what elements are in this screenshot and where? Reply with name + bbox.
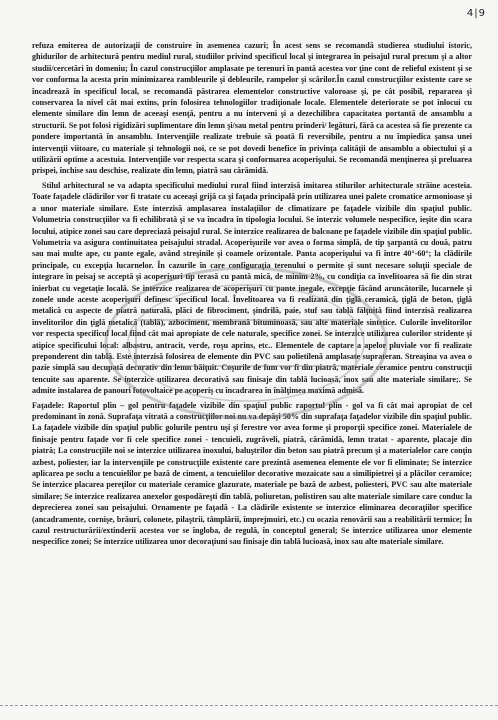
- page-number: 4|9: [466, 8, 486, 19]
- document-body: [32, 40, 472, 548]
- paragraph-architecture: Stilul arhitectural se va adapta specificului mediului rural fiind interzisă imitarea stilurilor arhitecturale străine acesteia. Toate faţadele clădirilor vor fi tratate cu aceeaşi grijă ca şi faţada principală prin utilizarea unei palete cromatice armonioase şi a unor materiale similare. Este interzisă amplasarea instalaţiilor de climatizare pe faţadele vizibile din spaţiul public. Volumetria construcţiilor va fi echilibrată şi se va încadra în tipologia locului. Se interzic volumele nespecifice, ieşite din scara locului, atipice zonei sau care depreciază peisajul rural. Se interzice realizarea de balcoane pe faţadele vizibile din spaţiul public. Volumetria va asigura continuitatea peisajului stradal. Acoperişurile vor avea o forma simplă, de tip şarpantă cu două, patru sau mai multe ape, cu pante egale, având streşinile şi coamele orizontale. Panta acoperişului va fi între 40°-60°; la clădirile principale, cu excepţia lucarnelor. În cazurile în care configuraţia terenului o permite şi sunt necesare soluţii speciale de integrare în peisaj se acceptă şi acoperişuri tip terasă cu pantă mică, de minim 2%, cu condiţia ca învelitoarea să fie din strat înierbat cu vegetaţie locală. Se interzice realizarea de acoperişuri cu pante inegale, excepţie făcând aruncătorile, lucarnele şi zonele unde aceste acoperişuri definesc specificul local. Învelitoarea va fi realizată din ţiglă ceramică, ţiglă de beton, ţiglă metalică cu aspecte de piatră naturală, plăci de fibrociment, şindrilă, paie, stuf sau tablă fălţuită fiind interzisă realizarea învelitorilor din ţiglă metalică (tablă), azbociment, membrană bituminoasă, sau alte materiale sintetice. Culorile învelitorilor vor respecta specificul local fiind cât mai apropiate de cele naturale, specifice zonei. Se interzice utilizarea culorilor stridente şi atipice specificului local: albastru, antracit, verde, roşu aprins, etc.. Elementele de captare a apelor pluviale vor fi realizate preponderent din tablă. Este interzisă folosirea de elemente din PVC sau polietilenă amplasate suprateran. Streaşina va avea o pazie simplă sau decupată decorativ din lemn băiţuit. Coşurile de fum vor fi din piatră, materiale ceramice pentru construcţii tencuite sau aparente. Se interzice utilizarea decorativă sau finisaje din tablă lucioasă, inox sau alte materiale similare;. Se admite instalarea de panouri fotovoltaice pe acoperiş cu încadrarea în înălţimea maximă admisă.: [32, 180, 472, 396]
- paragraph-facades: Faţadele: Raportul plin – gol pentru faţadele vizibile din spaţiul public raportul plin - gol va fi cât mai apropiat de cel predominant în zonă. Suprafaţa vitrată a construcţiilor noi nu va depăşi 50% din suprafaţa faţadelor vizibile din spaţiul public. La faţadele vizibile din spaţiul public golurile pentru uşi şi ferestre vor avea forme şi proporţii specifice zonei. Materialele de finisaje pentru faţade vor fi cele specifice zonei - tencuieli, zugrăveli, piatră, cărămidă, lemn tratat - aparente, placaje din piatră; La construcţiile noi se interzice utilizarea inoxului, baluştrilor din beton sau piatră precum şi a materialelor care conţin azbest, poliester, iar la intervenţiile pe construcţiile existente care prezintă asemenea elemente ele vor fi eliminate; Se interzice aplicarea pe soclu a tencuielilor pe bază de ciment, a tencuielilor decorative mozaicate sau a similipietrei şi a plăcilor ceramice; Se interzice placarea pereţilor cu materiale ceramice glazurate, materiale pe bază de azbest, poliesteri, PVC sau alte materiale similare; Se interzice realizarea anexelor gospodăreşti din tablă, poliuretan, polistiren sau alte materiale similare care conduc la deprecierea zonei sau peisajului. Ornamente pe faţadă - La clădirile existente se interzice eliminarea decoraţiilor specifice (ancadramente, cornişe, brâuri, colonete, pilaştrii, tâmplării, împrejmuiri, etc.) cu ocazia renovării sau a reabilitării termice; În cazul restructurării/extinderii acestea vor se îngloba, de regulă, în conceptul general; Se interzice utilizarea unor elemente nespecifice zonei; Se interzice utilizarea unor decoraţiuni sau finisaje din tablă lucioasă, inox sau alte materiale similare.: [32, 400, 472, 547]
- bottom-divider: [0, 705, 498, 706]
- paragraph-intro: refuza emiterea de autorizaţii de construire în asemenea cazuri; În acest sens se recomandă studierea studiului istoric, ghidurilor de arhitectură pentru mediul rural, studiilor privind specificul local şi integrarea în peisajul rural precum şi a altor studii/cercetări în domeniu; În cazul construcţiilor amplasate pe terenuri în pantă acestea vor ţine cont de relieful existent şi se vor conforma la acesta prin minimizarea rambleurile şi debleurile, rampelor şi scărilor.În cazul construcţiilor existente care se încadrează în specificul local, se recomandă păstrarea elementelor constructive valoroase şi, pe cât posibil, repararea şi conservarea la nivel cât mai extins, prin folosirea tehnologiilor tradiţionale locale. Elementele deteriorate se pot înlocui cu elemente similare din lemn de aceeaşi esenţă, pentru a nu interveni şi a dezechilibra capacitatea portantă de ansamblu a structurii. Se pot folosi rigidizări suplimentare din lemn şi/sau metal pentru prinderi/ legături, fără ca acestea să fie prezente ca pondere importantă în ansamblu. Intervenţiile realizate trebuie să poată fi reversibile, pentru a nu împiedica şansa unei intervenţii viitoare, cu materiale şi tehnologii noi, ce se pot dovedi benefice în privinţa calităţii de ansamblu a obiectului şi a utilizării optime a acestuia. Intervenţiile vor respecta scara şi conformarea acoperişului. Se recomandă menţinerea şi preluarea prispei, închise sau deschise, realizate din lemn, piatră sau cărămidă.: [32, 41, 472, 176]
